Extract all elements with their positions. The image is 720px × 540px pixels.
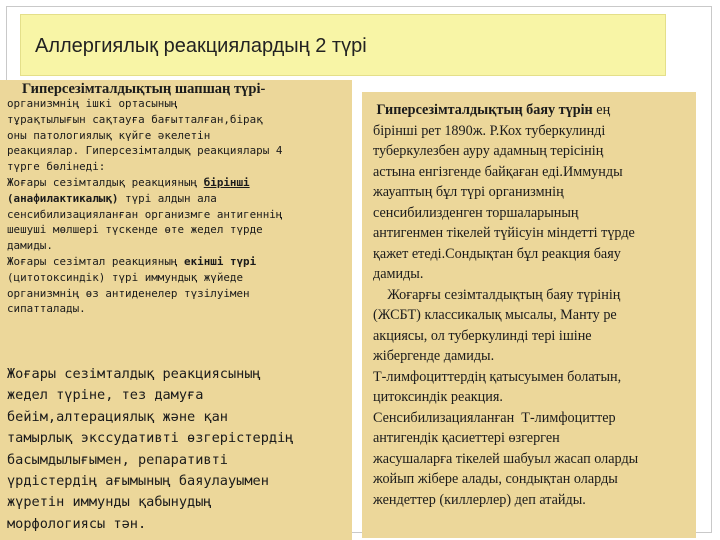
first-type-name-line: [7, 191, 347, 207]
left-small-line: түрге бөлінеді:: [7, 160, 106, 174]
left-big-line: жедел түріне, тез дамуға: [7, 387, 204, 404]
second-type-intro: Жоғары сезімтал реакцияның: [7, 254, 185, 268]
right-line: цитоксиндік реакция.: [373, 389, 503, 405]
right-line: (ЖСБТ) классикалық мысалы, Манту ре: [373, 307, 617, 323]
right-line: Т-лимфоциттердің қатысуымен болатын,: [373, 368, 622, 385]
left-big-text: [7, 364, 352, 535]
left-small-line: организмнің өз антиденелер түзілуімен: [7, 286, 250, 300]
left-small-line: шешуші мөлшері түскенде өте жедел түрде: [7, 223, 263, 237]
left-big-line: басымдылығымен, репаративті: [7, 451, 228, 468]
left-small-line: сипатталады.: [7, 302, 86, 316]
right-line: туберкулезбен ауру адамның терісінің: [373, 143, 604, 159]
right-heading-rest: ең: [592, 102, 611, 118]
left-small-line: оны патологиялық күйге әкелетін: [7, 128, 211, 142]
slide-title: Аллергиялық реакциялардың 2 түрі: [35, 35, 367, 57]
right-heading-line: [373, 100, 695, 121]
right-line: астына енгізгенде байқаған еді.Иммунды: [373, 163, 623, 180]
left-big-line: морфологиясы тән.: [7, 515, 147, 532]
first-type-name: (анафилактикалық): [7, 191, 119, 205]
left-big-line: тамырлық экссудативті өзгерістердің: [7, 430, 294, 447]
second-type-word: екінші түрі: [184, 254, 257, 268]
left-big-line: бейім,алтерациялық және қан: [7, 408, 228, 425]
right-text-panel: [362, 92, 696, 538]
first-type-word: бірінші: [203, 175, 250, 189]
right-line: жібергенде дамиды.: [373, 348, 495, 364]
right-line: сенсибилизденген торшаларының: [373, 204, 579, 221]
first-type-rest: түрі алдын ала: [118, 191, 217, 205]
left-text-panel: [0, 80, 352, 540]
right-line: жойып жібере алады, сондықтан оларды: [373, 471, 618, 487]
left-big-line: жүретін иммунды қабынудың: [7, 494, 212, 511]
right-line: бірінші рет 1890ж. Р.Кох туберкулинді: [373, 122, 606, 139]
left-small-line: организмнің ішкі ортасының: [7, 97, 178, 110]
left-big-line: Жоғары сезімталдық реакциясының: [7, 366, 261, 382]
right-line: жауаптың бұл түрі организмнің: [373, 184, 564, 200]
right-line: акциясы, ол туберкулинді тері ішіне: [373, 327, 592, 344]
second-type-line: [7, 254, 347, 270]
right-line: антигендік қасиеттері өзгерген: [373, 430, 560, 446]
title-box: [20, 14, 666, 76]
right-line: жасушаларға тікелей шабуыл жасап оларды: [373, 450, 639, 467]
right-line: Жоғарғы сезімталдықтың баяу түрінің: [373, 286, 621, 303]
left-heading: Гиперсезімталдықтың шапшаң түрі-: [22, 81, 266, 97]
left-small-line: (цитотоксиндік) түрі иммундық жүйеде: [7, 270, 244, 284]
right-line: жендеттер (киллерлер) деп атайды.: [373, 491, 586, 508]
right-line: антигенмен тікелей түйісуін міндетті түрде: [373, 225, 635, 241]
right-line: дамиды.: [373, 266, 424, 282]
left-small-line: реакциялар. Гиперсезімталдық реакциялары 4: [7, 144, 283, 158]
left-small-text: [7, 96, 347, 317]
left-small-line: тұрақтылығын сақтауға бағытталған,бірақ: [7, 112, 263, 126]
right-heading: Гиперсезімталдықтың баяу түрін: [376, 102, 593, 118]
first-type-intro: Жоғары сезімталдық реакцияның: [7, 175, 204, 189]
left-small-line: дамиды.: [7, 239, 53, 253]
right-line: Сенсибилизацияланған Т-лимфоциттер: [373, 409, 616, 426]
first-type-line: [7, 175, 347, 191]
right-text: [373, 100, 695, 510]
right-line: қажет етеді.Сондықтан бұл реакция баяу: [373, 245, 621, 262]
left-big-line: үрдістердің ағымының баяулауымен: [7, 473, 269, 490]
left-small-line: сенсибилизацияланған организмге антигеннің: [7, 207, 283, 221]
